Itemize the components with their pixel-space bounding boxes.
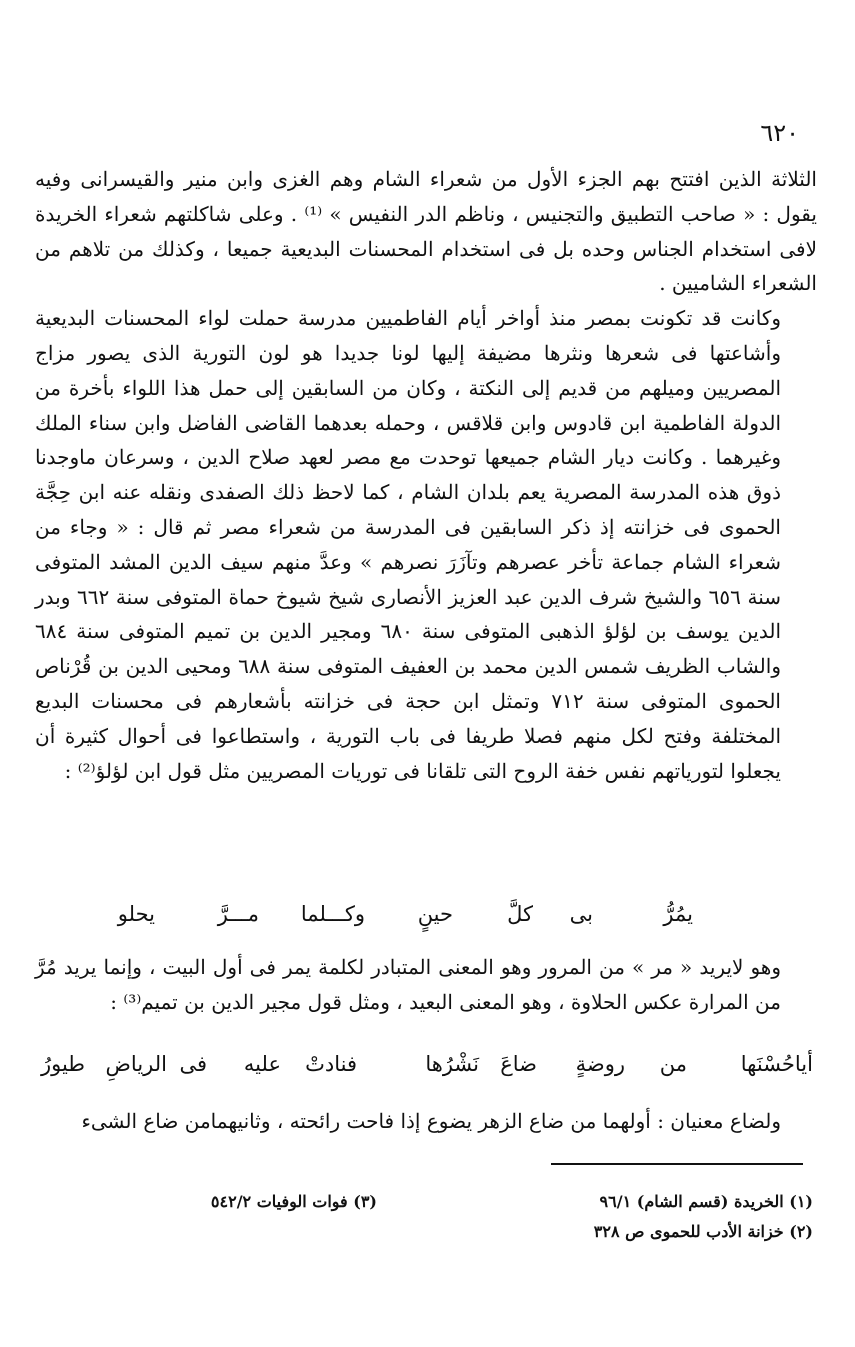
verse-word: ضاعَ <box>500 1052 537 1076</box>
footnote-2: (٢) خزانة الأدب للحموى ص ٣٢٨ <box>593 1222 813 1241</box>
main-text <box>35 162 817 788</box>
page-number: ٦٢٠ <box>760 119 799 147</box>
verse-word: من <box>659 1052 687 1076</box>
verse-ibn-lulu <box>0 894 855 934</box>
footnote-3: (٣) فوات الوفيات ٥٤٢/٢ <box>210 1192 377 1211</box>
verse-word: بى <box>569 902 593 926</box>
paragraph-1: الثلاثة الذين افتتح بهم الجزء الأول من شعراء الشام وهم الغزى وابن منير والقيسرانى وفيه يقول : « صاحب التطبيق والتجنيس ، وناظم الدر النفيس » ⁽¹⁾ . وعلى شاكلتهم شعراء الخريدة لافى استخدام الجناس وحده بل فى استخدام المحسنات البديعية جميعا ، وكذلك من تلاهم من الشعراء الشاميين . <box>35 167 817 296</box>
verse-word: حينٍ <box>417 902 453 926</box>
verse-word: نَشْرُها <box>425 1052 479 1076</box>
footnote-1: (١) الخريدة (قسم الشام) ٩٦/١ <box>599 1192 813 1211</box>
verse-word: كلَّ <box>507 902 533 926</box>
verse-word: يمُرُّ <box>663 902 693 926</box>
paragraph-3: وهو لايريد « مر » من المرور وهو المعنى المتبادر لكلمة يمر فى أول البيت ، وإنما يريد مُرَّ من المرارة عكس الحلاوة ، وهو المعنى البعيد ، ومثل قول مجير الدين بن تميم⁽³⁾ : <box>35 955 781 1014</box>
paragraph-2: وكانت قد تكونت بمصر منذ أواخر أيام الفاطميين مدرسة حملت لواء المحسنات البديعية وأشاعتها فى شعرها ونثرها مضيفة إليها لونا جديدا هو لون التورية الذى يصور مزاج المصريين وميلهم من قديم إلى النكتة ، وكان من السابقين إلى حمل هذا اللواء بأخرة من الدولة الفاطمية ابن قادوس وابن قلاقس ، وحمله بعدهما القاضى الفاضل وابن سناء الملك وغيرهما . وكانت ديار الشام جميعها توحدت مع مصر لعهد صلاح الدين ، وسرعان ماوجدنا ذوق هذه المدرسة المصرية يعم بلدان الشام ، كما لاحظ ذلك الصفدى ونقله عنه ابن حِجَّة الحموى فى خزانته إذ ذكر السابقين فى المدرسة من شعراء مصر ثم قال : « وجاء من شعراء الشام جماعة تأخر عصرهم وتآزَرَ نصرهم » وعدَّ منهم سيف الدين المشد المتوفى سنة ٦٥٦ والشيخ شرف الدين عبد العزيز الأنصارى شيخ شيوخ حماة المتوفى سنة ٦٦٢ وبدر الدين يوسف بن لؤلؤ الذهبى المتوفى سنة ٦٨٠ ومجير الدين بن تميم المتوفى سنة ٦٨٤ والشاب الظريف شمس الدين محمد بن العفيف المتوفى سنة ٦٨٨ ومحيى الدين بن قُرْناص الحموى المتوفى سنة ٧١٢ وتمثل ابن حجة فى خزانته بأشعارهم فى محسنات البديع المختلفة وفتح لكل منهم فصلا طريفا فى باب التورية ، واستطاعوا فى أحوال كثيرة أن يجعلوا لتورياتهم نفس خفة الروح التى تلقانا فى توريات المصريين مثل قول ابن لؤلؤ⁽²⁾ : <box>35 306 782 783</box>
verse-word: مـــرَّ <box>217 902 259 926</box>
verse-word: فنادتْ <box>305 1052 357 1076</box>
verse-word: عليه <box>243 1052 281 1076</box>
verse-word: فى <box>179 1052 207 1076</box>
verse-mujir-al-din <box>0 1042 855 1086</box>
verse-word: الرياضِ <box>105 1052 167 1076</box>
footnote-divider <box>551 1163 803 1165</box>
verse-word: يحلو <box>117 902 155 926</box>
verse-word: طيورُ <box>40 1052 85 1076</box>
verse-word: أياحُسْنَها <box>740 1052 813 1076</box>
verse-word: وكـــلما <box>300 902 365 926</box>
verse-word: روضةٍ <box>575 1052 625 1076</box>
paragraph-4: ولضاع معنيان : أولهما من ضاع الزهر يضوع إذا فاحت رائحته ، وثانيهمامن ضاع الشىء <box>81 1109 781 1133</box>
